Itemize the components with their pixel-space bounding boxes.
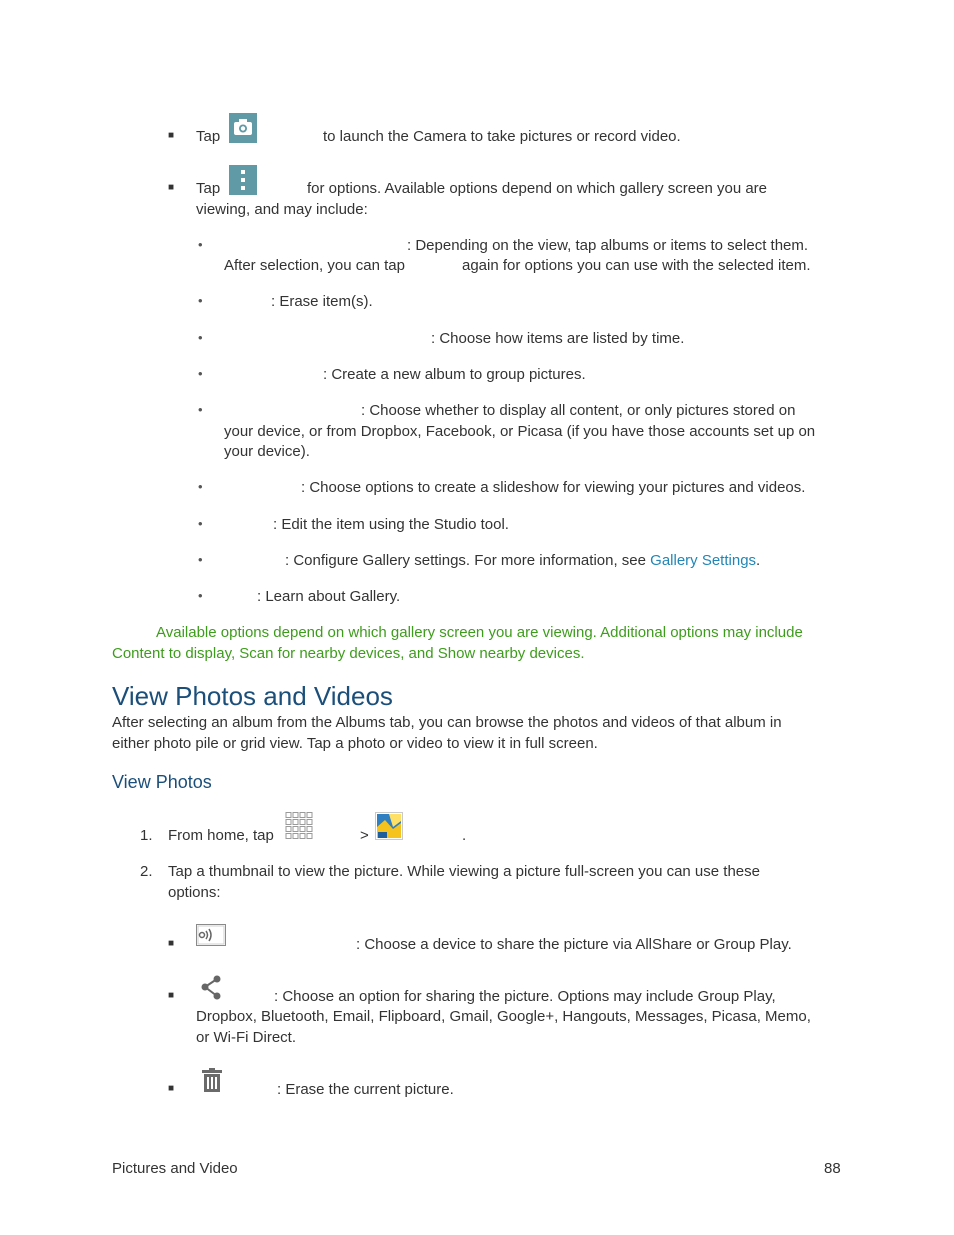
option-settings-lead: : Configure Gallery settings. For more information, see xyxy=(285,552,651,569)
bullet-dot: • xyxy=(198,516,203,531)
option-select-text-2a: After selection, you can tap xyxy=(224,257,405,274)
more-options-icon[interactable] xyxy=(229,165,257,195)
option-delete-text: : Erase item(s). xyxy=(271,293,373,310)
subsection-title: View Photos xyxy=(112,772,212,792)
step1-end: . xyxy=(462,827,467,844)
options-description-line2: viewing, and may include: xyxy=(196,201,368,218)
bullet-dot: • xyxy=(198,293,203,308)
section-title: View Photos and Videos xyxy=(112,681,393,711)
bullet-dot: • xyxy=(198,330,203,345)
bullet-square: ■ xyxy=(168,182,175,193)
option-settings-text xyxy=(285,551,760,571)
bullet-dot: • xyxy=(198,552,203,567)
option-settings-end: . xyxy=(756,552,761,569)
options-description-line1: for options. Available options depend on which gallery screen you are xyxy=(307,180,768,197)
section-intro-line1: After selecting an album from the Albums tab, you can browse the photos and videos of that album in xyxy=(112,714,782,731)
picture-option-share-text-3: or Wi-Fi Direct. xyxy=(196,1029,296,1046)
step2-text-line2: options: xyxy=(168,884,221,901)
option-sort-text: : Choose how items are listed by time. xyxy=(431,330,685,347)
share-icon[interactable] xyxy=(199,974,225,1002)
bullet-square: ■ xyxy=(168,130,175,141)
camera-icon[interactable] xyxy=(229,113,257,143)
step-number: 1. xyxy=(140,827,153,844)
gallery-app-icon[interactable] xyxy=(375,812,403,840)
bullet-square: ■ xyxy=(168,1083,175,1094)
bullet-square: ■ xyxy=(168,938,175,949)
apps-grid-icon[interactable] xyxy=(285,811,313,841)
picture-option-share-text-1: : Choose an option for sharing the picture. Options may include Group Play, xyxy=(274,988,776,1005)
trash-icon[interactable] xyxy=(200,1068,224,1094)
share-via-device-icon[interactable] xyxy=(196,924,227,948)
footer-chapter: Pictures and Video xyxy=(112,1160,238,1177)
bullet-dot: • xyxy=(198,237,203,252)
bullet-dot: • xyxy=(198,479,203,494)
option-studio-text: : Edit the item using the Studio tool. xyxy=(273,516,509,533)
option-content-text-2: your device, or from Dropbox, Facebook, or Picasa (if you have those accounts set up on xyxy=(224,423,816,440)
bullet-dot: • xyxy=(198,402,203,417)
option-select-text-2b: again for options you can use with the selected item. xyxy=(462,257,811,274)
option-create-album-text: : Create a new album to group pictures. xyxy=(323,366,586,383)
step2-text-line1: Tap a thumbnail to view the picture. While viewing a picture full-screen you can use these xyxy=(168,863,760,880)
option-select-text: : Depending on the view, tap albums or items to select them. xyxy=(407,237,809,254)
option-content-text-3: your device). xyxy=(224,443,310,460)
step-number: 2. xyxy=(140,863,153,880)
step1-text: From home, tap xyxy=(168,827,274,844)
section-intro-line2: either photo pile or grid view. Tap a photo or video to view it in full screen. xyxy=(112,735,598,752)
gallery-settings-link[interactable]: Gallery Settings xyxy=(650,552,757,569)
step1-separator: > xyxy=(360,827,369,844)
footer-page-number: 88 xyxy=(824,1160,841,1177)
bullet-dot: • xyxy=(198,588,203,603)
picture-option-share-text-2: Dropbox, Bluetooth, Email, Flipboard, Gmail, Google+, Hangouts, Messages, Picasa, Memo, xyxy=(196,1008,811,1025)
option-content-text-1: : Choose whether to display all content, or only pictures stored on xyxy=(361,402,796,419)
bullet-square: ■ xyxy=(168,990,175,1001)
options-tap-text: Tap xyxy=(196,180,221,197)
note-line2: Content to display, Scan for nearby devices, and Show nearby devices. xyxy=(112,645,585,662)
picture-option-delete-text: : Erase the current picture. xyxy=(277,1081,454,1098)
note-line1: Available options depend on which gallery screen you are viewing. Additional options may include xyxy=(156,624,803,641)
option-slideshow-text: : Choose options to create a slideshow for viewing your pictures and videos. xyxy=(301,479,806,496)
option-help-text: : Learn about Gallery. xyxy=(257,588,401,605)
bullet-dot: • xyxy=(198,366,203,381)
camera-tap-text: Tap xyxy=(196,128,221,145)
camera-description: to launch the Camera to take pictures or record video. xyxy=(323,128,681,145)
picture-option-share-device-text: : Choose a device to share the picture via AllShare or Group Play. xyxy=(356,936,792,953)
